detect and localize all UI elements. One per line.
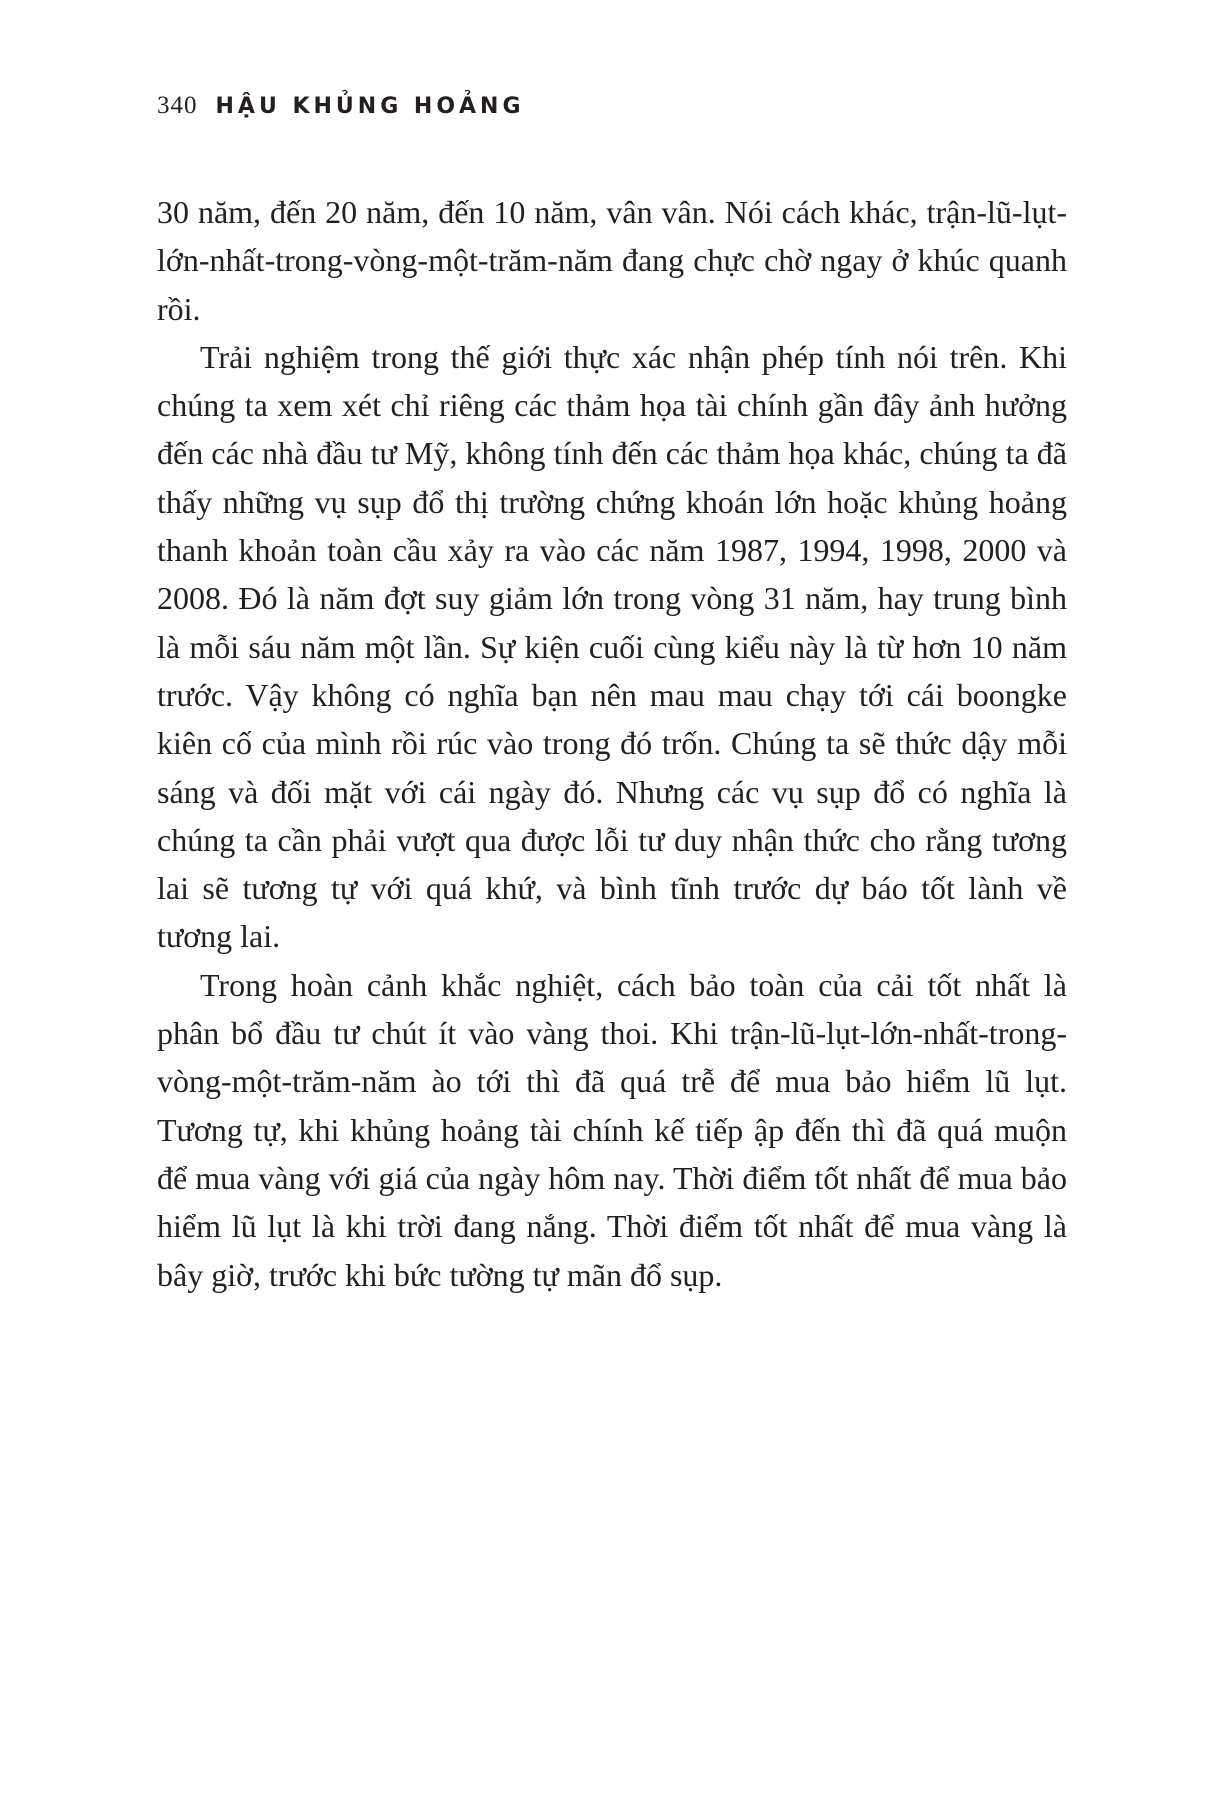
running-header: [157, 92, 525, 126]
body-text: [157, 188, 1067, 1299]
paragraph: Trong hoàn cảnh khắc nghiệt, cách bảo toàn của cải tốt nhất là phân bổ đầu tư chút ít vào vàng thoi. Khi trận-lũ-lụt-lớn-nhất-trong-vòng-một-trăm-năm ào tới thì đã quá trễ để mua bảo hiểm lũ lụt. Tương tự, khi khủng hoảng tài chính kế tiếp ập đến thì đã quá muộn để mua vàng với giá của ngày hôm nay. Thời điểm tốt nhất để mua bảo hiểm lũ lụt là khi trời đang nắng. Thời điểm tốt nhất để mua vàng là bây giờ, trước khi bức tường tự mãn đổ sụp.: [157, 966, 1067, 1293]
paragraph: Trải nghiệm trong thế giới thực xác nhận phép tính nói trên. Khi chúng ta xem xét chỉ riêng các thảm họa tài chính gần đây ảnh hưởng đến các nhà đầu tư Mỹ, không tính đến các thảm họa khác, chúng ta đã thấy những vụ sụp đổ thị trường chứng khoán lớn hoặc khủng hoảng thanh khoản toàn cầu xảy ra vào các năm 1987, 1994, 1998, 2000 và 2008. Đó là năm đợt suy giảm lớn trong vòng 31 năm, hay trung bình là mỗi sáu năm một lần. Sự kiện cuối cùng kiểu này là từ hơn 10 năm trước. Vậy không có nghĩa bạn nên mau mau chạy tới cái boongke kiên cố của mình rồi rúc vào trong đó trốn. Chúng ta sẽ thức dậy mỗi sáng và đối mặt với cái ngày đó. Nhưng các vụ sụp đổ có nghĩa là chúng ta cần phải vượt qua được lỗi tư duy nhận thức cho rằng tương lai sẽ tương tự với quá khứ, và bình tĩnh trước dự báo tốt lành về tương lai.: [157, 338, 1067, 955]
paragraph-continued: 30 năm, đến 20 năm, đến 10 năm, vân vân. Nói cách khác, trận-lũ-lụt-lớn-nhất-trong-vòng-một-trăm-năm đang chực chờ ngay ở khúc quanh rồi.: [157, 194, 1067, 327]
page-number: 340: [157, 92, 198, 119]
book-title: HẬU KHỦNG HOẢNG: [215, 94, 525, 119]
